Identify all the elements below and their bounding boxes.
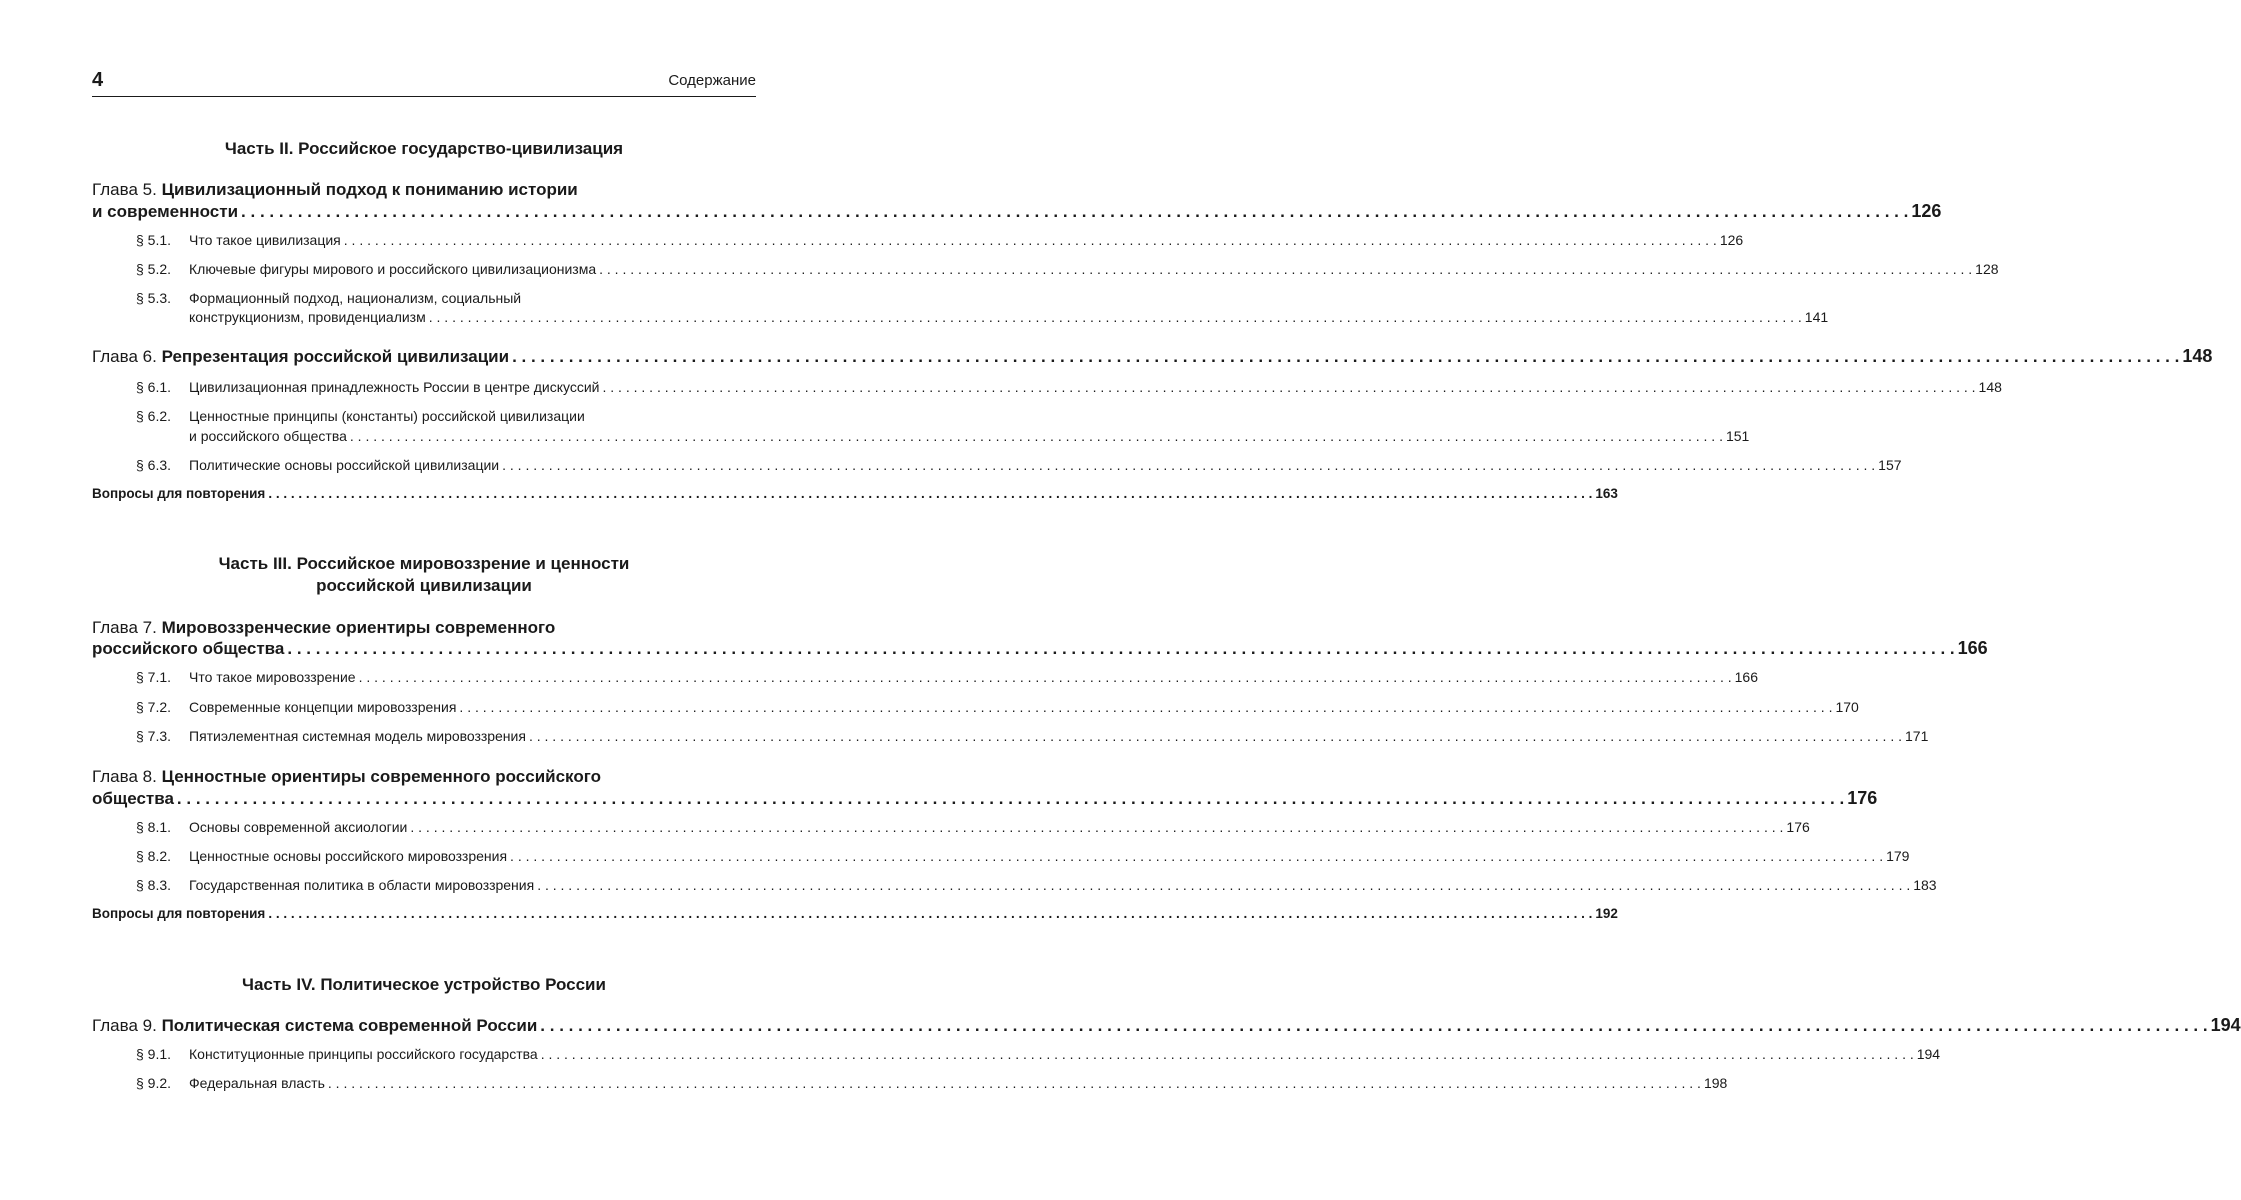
section-number: § 5.2.: [136, 261, 172, 277]
section-entry[interactable]: [136, 1075, 1728, 1091]
part-heading: Часть II. Российское государство-цивилизация: [224, 139, 624, 158]
dot-leader: [603, 379, 1976, 395]
section-number: § 6.2.: [136, 408, 172, 424]
dot-leader: [268, 906, 1592, 921]
chapter-prefix: Глава 5.: [92, 180, 157, 199]
page-ref: 163: [1595, 486, 1618, 501]
dot-leader: [287, 639, 1954, 659]
page-number: 4: [92, 69, 104, 91]
running-header: [92, 70, 756, 97]
section-title: Ценностные основы российского мировоззрения: [189, 848, 508, 864]
section-entry[interactable]: [136, 819, 1810, 835]
section-entry[interactable]: [136, 1046, 1941, 1062]
chapter-title-cont: и современности: [92, 202, 239, 221]
section-entry[interactable]: [136, 728, 1929, 744]
section-number: § 9.2.: [136, 1075, 172, 1091]
chapter-prefix: Глава 7.: [92, 618, 157, 637]
section-title-cont: конструкционизм, провиденциализм: [189, 309, 426, 325]
chapter-title-cont: общества: [92, 789, 174, 808]
section-entry[interactable]: [136, 877, 1937, 893]
chapter-title: Ценностные ориентиры современного российского: [161, 767, 601, 786]
chapter-title: Мировоззренческие ориентиры современного: [161, 618, 556, 637]
dot-leader: [541, 1046, 1914, 1062]
section-entry[interactable]: [136, 379, 2002, 395]
section-title: Что такое мировоззрение: [189, 669, 356, 685]
dot-leader: [512, 347, 2179, 367]
page-ref: 176: [1847, 788, 1878, 808]
dot-leader: [410, 819, 1783, 835]
dot-leader: [459, 699, 1832, 715]
page-ref: 151: [1725, 428, 1750, 444]
page-ref: 148: [1978, 379, 2002, 395]
section-number: § 8.2.: [136, 848, 172, 864]
section-title: Государственная политика в области мировоззрения: [189, 877, 535, 893]
page-ref: 198: [1703, 1075, 1728, 1091]
section-number: § 8.1.: [136, 819, 172, 835]
dot-leader: [599, 261, 1972, 277]
page-ref: 126: [1719, 232, 1744, 248]
page-ref: 157: [1878, 457, 1902, 473]
section-title: Политические основы российской цивилизации: [189, 457, 500, 473]
review-title: Вопросы для повторения: [92, 906, 266, 921]
page-ref: 179: [1886, 848, 1910, 864]
section-title: Основы современной аксиологии: [189, 819, 408, 835]
section-number: § 5.3.: [136, 290, 172, 306]
section-title: Федеральная власть: [189, 1075, 325, 1091]
section-title-cont: и российского общества: [189, 428, 347, 444]
section-entry[interactable]: [136, 669, 1758, 685]
page-ref: 194: [2210, 1015, 2241, 1035]
page-ref: 166: [1734, 669, 1758, 685]
page-ref: 148: [2182, 346, 2213, 366]
dot-leader: [429, 309, 1802, 325]
section-number: § 7.3.: [136, 728, 172, 744]
review-title: Вопросы для повторения: [92, 486, 266, 501]
section-title: Ценностные принципы (константы) российской цивилизации: [189, 408, 585, 424]
section-title: Ключевые фигуры мирового и российского цивилизационизма: [189, 261, 597, 277]
running-title: Содержание: [668, 72, 756, 89]
page-ref: 171: [1905, 728, 1929, 744]
section-number: § 6.3.: [136, 457, 172, 473]
dot-leader: [537, 877, 1910, 893]
section-title: Что такое цивилизация: [189, 232, 341, 248]
section-number: § 5.1.: [136, 232, 172, 248]
section-title: Конституционные принципы российского государства: [189, 1046, 538, 1062]
page-ref: 176: [1786, 819, 1810, 835]
part-heading-line: Часть III. Российское мировоззрение и ценности: [218, 554, 630, 573]
part-heading: Часть IV. Политическое устройство России: [242, 975, 606, 994]
chapter-entry[interactable]: [92, 346, 2213, 367]
page-ref: 141: [1804, 309, 1829, 325]
section-number: § 7.1.: [136, 669, 172, 685]
chapter-title-cont: российского общества: [92, 639, 285, 658]
chapter-prefix: Глава 8.: [92, 767, 157, 786]
section-number: § 9.1.: [136, 1046, 172, 1062]
section-entry[interactable]: [136, 261, 1999, 277]
section-number: § 6.1.: [136, 379, 172, 395]
chapter-entry[interactable]: [92, 1015, 2241, 1036]
dot-leader: [241, 202, 1908, 222]
section-title: Цивилизационная принадлежность России в центре дискуссий: [189, 379, 600, 395]
dot-leader: [268, 486, 1592, 501]
page-ref: 170: [1835, 699, 1859, 715]
chapter-title: Политическая система современной России: [161, 1016, 538, 1035]
dot-leader: [350, 428, 1723, 444]
dot-leader: [540, 1016, 2207, 1036]
section-number: § 7.2.: [136, 699, 172, 715]
dot-leader: [510, 848, 1883, 864]
dot-leader: [344, 232, 1717, 248]
dot-leader: [529, 728, 1902, 744]
chapter-prefix: Глава 9.: [92, 1016, 157, 1035]
section-title: Современные концепции мировоззрения: [189, 699, 457, 715]
page-ref: 183: [1913, 877, 1937, 893]
section-entry[interactable]: [136, 457, 1902, 473]
review-questions-entry[interactable]: [92, 906, 1618, 921]
section-number: § 8.3.: [136, 877, 172, 893]
section-title: Пятиэлементная системная модель мировоззрения: [189, 728, 526, 744]
section-entry[interactable]: [136, 232, 1744, 248]
page-ref: 192: [1595, 906, 1618, 921]
part-heading: [92, 553, 756, 597]
review-questions-entry[interactable]: [92, 486, 1618, 501]
page-ref: 166: [1957, 638, 1988, 658]
chapter-prefix: Глава 6.: [92, 347, 157, 366]
section-entry[interactable]: [136, 699, 1859, 715]
page-ref: 128: [1975, 261, 1999, 277]
section-title: Формационный подход, национализм, социальный: [189, 290, 522, 306]
dot-leader: [328, 1075, 1701, 1091]
chapter-title: Цивилизационный подход к пониманию истории: [161, 180, 578, 199]
section-entry[interactable]: [136, 848, 1910, 864]
dot-leader: [359, 669, 1732, 685]
dot-leader: [177, 789, 1844, 809]
page-ref: 194: [1916, 1046, 1941, 1062]
part-heading-line: российской цивилизации: [316, 576, 532, 595]
dot-leader: [502, 457, 1875, 473]
page-ref: 126: [1911, 201, 1942, 221]
chapter-title: Репрезентация российской цивилизации: [161, 347, 510, 366]
